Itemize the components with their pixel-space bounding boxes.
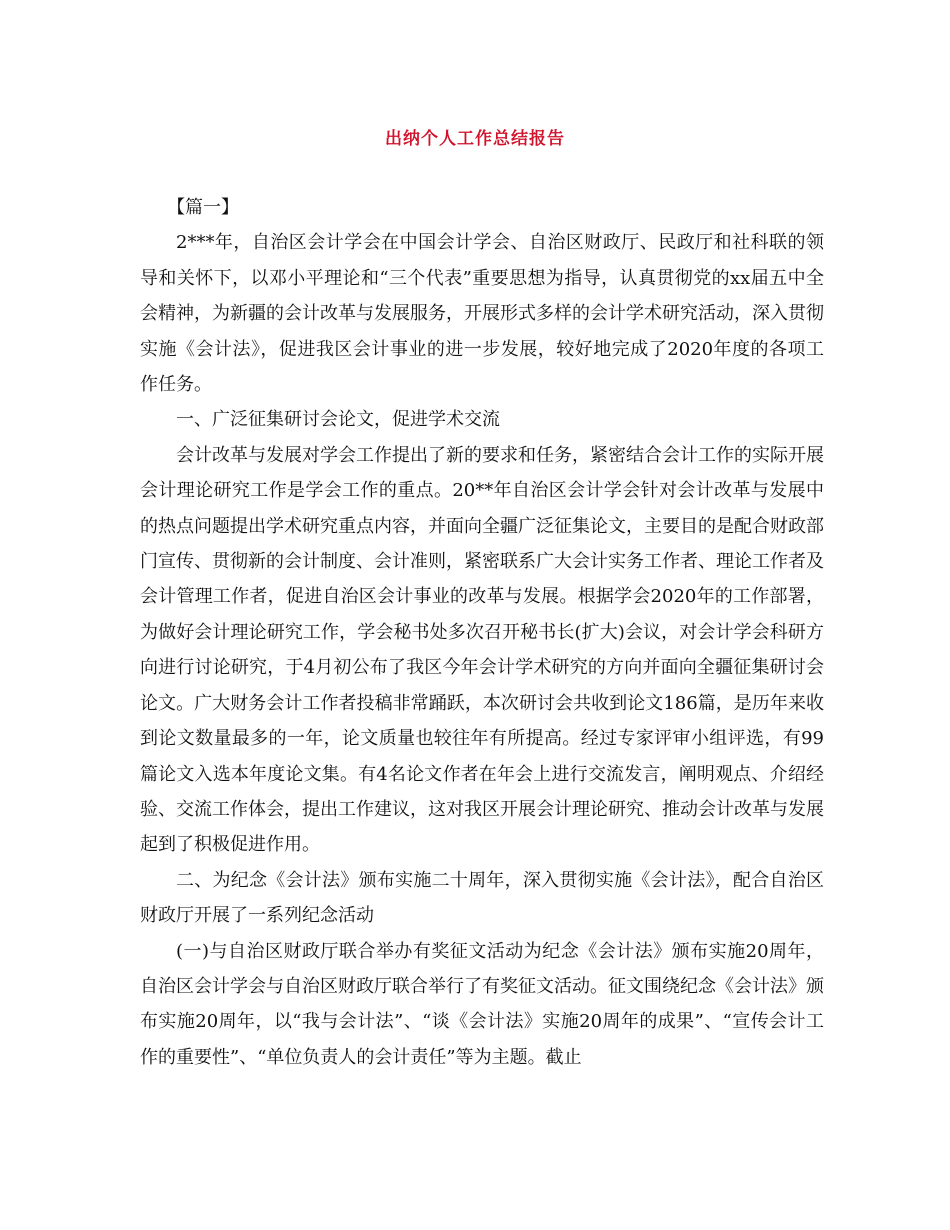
heading-section-one: 一、广泛征集研讨会论文，促进学术交流: [176, 409, 500, 431]
paragraph-section-two-item-one: (一)与自治区财政厅联合举办有奖征文活动为纪念《会计法》颁布实施20周年，自治区会计学会与自治区财政厅联合举行了有奖征文活动。征文围绕纪念《会计法》颁布实施20周年，以“我与会计法”、“谈《会计法》实施20周年的成果”、“宣传会计工作的重要性”、“单位负责人的会计责任”等为主题。截止: [140, 940, 824, 1068]
heading-section-two: 二、为纪念《会计法》颁布实施二十周年，深入贯彻实施《会计法》，配合自治区财政厅开展了一系列纪念活动: [140, 869, 824, 927]
document-body: [140, 190, 824, 1075]
document-title: 出纳个人工作总结报告: [385, 129, 565, 149]
section-label: 【篇一】: [167, 197, 239, 218]
paragraph-section-one: 会计改革与发展对学会工作提出了新的要求和任务，紧密结合会计工作的实际开展会计理论研究工作是学会工作的重点。20**年自治区会计学会针对会计改革与发展中的热点问题提出学术研究重点内容，并面向全疆广泛征集论文，主要目的是配合财政部门宣传、贯彻新的会计制度、会计准则，紧密联系广大会计实务工作者、理论工作者及会计管理工作者，促进自治区会计事业的改革与发展。根据学会2020年的工作部署，为做好会计理论研究工作，学会秘书处多次召开秘书长(扩大)会议，对会计学会科研方向进行讨论研究，于4月初公布了我区今年会计学术研究的方向并面向全疆征集研讨会论文。广大财务会计工作者投稿非常踊跃，本次研讨会共收到论文186篇，是历年来收到论文数量最多的一年，论文质量也较往年有所提高。经过专家评审小组评选，有99篇论文入选本年度论文集。有4名论文作者在年会上进行交流发言，阐明观点、介绍经验、交流工作体会，提出工作建议，这对我区开展会计理论研究、推动会计改革与发展起到了积极促进作用。: [140, 444, 824, 856]
paragraph-intro: 2***年，自治区会计学会在中国会计学会、自治区财政厅、民政厅和社科联的领导和关怀下，以邓小平理论和“三个代表”重要思想为指导，认真贯彻党的xx届五中全会精神，为新疆的会计改革与发展服务，开展形式多样的会计学术研究活动，深入贯彻实施《会计法》，促进我区会计事业的进一步发展，较好地完成了2020年度的各项工作任务。: [140, 232, 824, 396]
